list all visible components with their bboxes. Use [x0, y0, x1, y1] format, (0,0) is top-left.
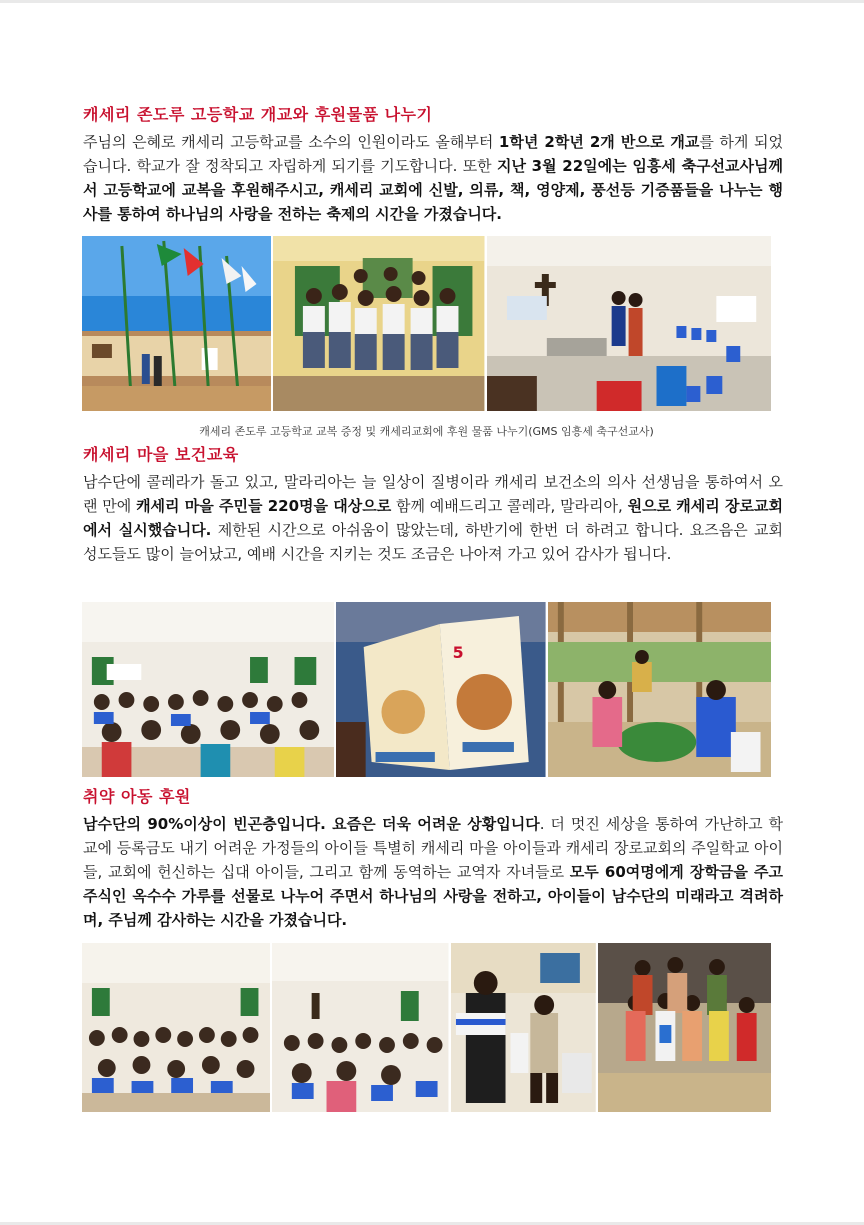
- text-run: . 더 멋진 세상을 통하여 가난하고 학교에 등록금도 내기 어려운 가정들의 아이들 특별히 캐세리 마을 아이들과 캐세리 장로교회의 주일학교 아이들, 교회에 헌신하는 십대 아이들, 그리고 함께 동역하는 교역자 자녀들로: [83, 815, 783, 881]
- photo-row-school: [82, 236, 771, 411]
- photo-food-preparation: [548, 602, 771, 777]
- text-run: 를 하게 되었습니다. 학교가 잘 정착되고 자립하게 되기를 기도합니다. 또한: [83, 133, 783, 175]
- section-paragraph: [83, 812, 783, 932]
- photo-students-uniforms: [273, 236, 484, 411]
- section-heading: 캐세리 마을 보건교육: [83, 445, 239, 464]
- photo-scholarship-gift: [451, 943, 596, 1112]
- bold-run: 지난 3월 22일에는 임흥세 축구선교사님께서 고등학교에 교복을 후원해주시고, 캐세리 교회에 신발, 의류, 책, 영양제, 풍선등 기증품들을 나누는 행사를 통하여 하나님의 사랑을 전하는 축제의 시간을 가졌습니다.: [83, 157, 783, 223]
- photo-health-poster: [336, 602, 546, 777]
- photo-row-health: [82, 602, 771, 777]
- photo-church-event: [487, 236, 771, 411]
- bold-run: 모두 60여명에게 장학금을 주고 주식인 옥수수 가루를 선물로 나누어 주면서 하나님의 사랑을 전하고, 아이들이 남수단의 미래라고 격려하며, 주님께 감사하는 시간을 가졌습니다.: [83, 863, 784, 929]
- text-run: 남수단에 콜레라가 돌고 있고, 말라리아는 늘 일상이 질병이라 캐세리 보건소의 의사 선생님을 통하여서 오랜 만에: [83, 473, 783, 515]
- text-run: 주님의 은혜로 캐세리 고등학교를 소수의 인원이라도 올해부터: [83, 133, 499, 151]
- section-paragraph: [83, 470, 783, 566]
- photo-children-group: [598, 943, 771, 1112]
- section-paragraph: [83, 130, 783, 226]
- section-heading: 취약 아동 후원: [83, 787, 191, 806]
- bold-run: 캐세리 마을 주민들 220명을 대상으로: [136, 497, 392, 515]
- section-child-support: [83, 786, 783, 932]
- photo-row-children: [82, 943, 771, 1112]
- section-high-school: [83, 104, 783, 226]
- photo-caption: 캐세리 존도루 고등학교 교복 증정 및 캐세리교회에 후원 물품 나누기(GMS 임흥세 축구선교사): [199, 425, 654, 438]
- photo-church-gathering: [82, 602, 334, 777]
- page-top-border: [0, 0, 864, 3]
- bold-run: 남수단의 90%이상이 빈곤층입니다. 요즘은 더욱 어려운 상황입니다: [83, 815, 540, 833]
- photo-school-flags: [82, 236, 271, 411]
- photo-children-church-1: [82, 943, 270, 1112]
- bold-run: 1학년 2학년 2개 반으로 개교: [498, 133, 700, 151]
- section-heading: 캐세리 존도루 고등학교 개교와 후원물품 나누기: [83, 105, 433, 124]
- text-run: 함께 예배드리고 콜레라, 말라리아,: [391, 497, 628, 515]
- bold-run: 원으로 캐세리 장로교회에서 실시했습니다.: [83, 497, 783, 539]
- section-health-education: [83, 444, 783, 566]
- poster-number: 5: [452, 642, 464, 663]
- photo-children-church-2: [272, 943, 448, 1112]
- text-run: 제한된 시간으로 아쉬움이 많았는데, 하반기에 한번 더 하려고 합니다. 요즈음은 교회 성도들도 많이 늘어났고, 예배 시간을 지키는 것도 조금은 나아져 가고 있어 감사가 됩니다.: [83, 521, 783, 563]
